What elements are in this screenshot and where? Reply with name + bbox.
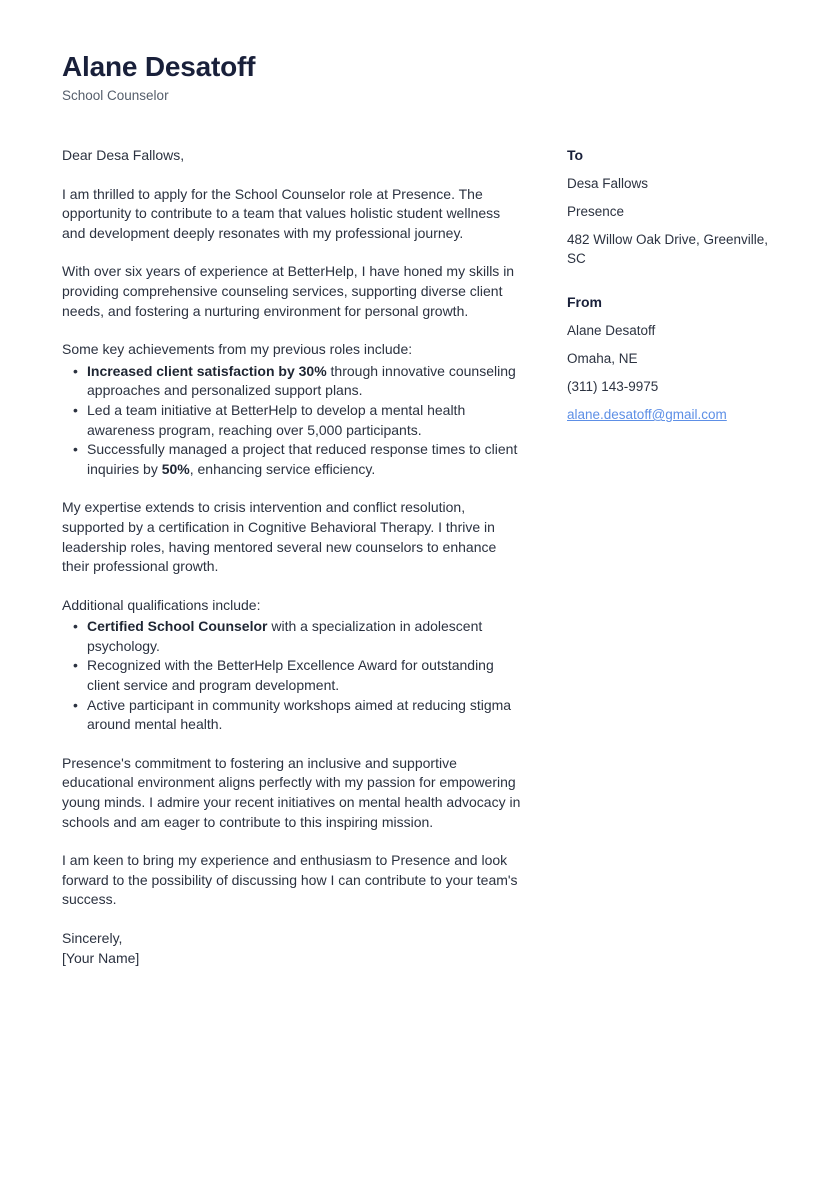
qualification-highlight: Certified School Counselor [87, 618, 268, 635]
signoff [62, 929, 524, 968]
list-item [87, 362, 524, 401]
recipient-company: Presence [567, 204, 625, 219]
recipient-block [567, 146, 785, 268]
sender-location: Omaha, NE [567, 351, 638, 366]
achievement-highlight: 50% [161, 460, 190, 477]
qualification-text: Recognized with the BetterHelp Excellence Award for outstanding client service and program development. [87, 657, 494, 694]
paragraph-intro: I am thrilled to apply for the School Counselor role at Presence. The opportunity to contribute to a team that values holistic student wellness and development deeply resonates with my professional journey. [62, 185, 501, 241]
achievement-text-tail: , enhancing service efficiency. [189, 460, 376, 477]
recipient-address: 482 Willow Oak Drive, Greenville, SC [567, 232, 769, 266]
list-item [87, 401, 524, 440]
from-heading: From [567, 294, 602, 310]
sender-email-line [567, 405, 785, 424]
achievement-text: Successfully managed a project that reduced response times to client inquiries by [87, 441, 518, 477]
letter-header [62, 50, 662, 105]
achievement-highlight: Increased client satisfaction by 30% [87, 362, 327, 379]
signature-placeholder: [Your Name] [62, 949, 140, 966]
sender-phone: (311) 143-9975 [567, 379, 659, 394]
qualification-text: Active participant in community workshops aimed at reducing stigma around mental health. [87, 696, 512, 733]
sender-name: Alane Desatoff [567, 323, 656, 338]
list-item [87, 656, 524, 695]
list-item [87, 440, 524, 479]
applicant-job-title: School Counselor [62, 88, 169, 104]
qualification-text: with a specialization in adolescent psychology. [87, 618, 483, 654]
achievement-text: Led a team initiative at BetterHelp to develop a mental health awareness program, reaching over 5,000 participants. [87, 401, 466, 438]
salutation: Dear Desa Fallows, [62, 147, 185, 163]
achievement-text: through innovative counseling approaches and personalized support plans. [87, 362, 516, 399]
paragraph-expertise: My expertise extends to crisis intervention and conflict resolution, supported by a certification in Cognitive Behavioral Therapy. I thrive in leadership roles, having mentored several new counselors to enhance their professional growth. [62, 499, 497, 575]
sender-block [567, 293, 785, 424]
qualifications-list [62, 617, 524, 735]
paragraph-company-fit: Presence's commitment to fostering an inclusive and supportive educational environment aligns perfectly with my passion for empowering young minds. I admire your recent initiatives on mental health advocacy in schools and am eager to contribute to this inspiring mission. [62, 754, 521, 830]
list-item [87, 617, 524, 656]
achievements-lead-in: Some key achievements from my previous roles include: [62, 341, 413, 358]
closing-line: Sincerely, [62, 930, 123, 946]
contact-sidebar [567, 146, 785, 449]
to-heading: To [567, 147, 584, 163]
list-item [87, 696, 524, 735]
paragraph-experience: With over six years of experience at BetterHelp, I have honed my skills in providing comprehensive counseling services, supporting diverse client needs, and fostering a nurturing environment for personal growth. [62, 263, 515, 319]
recipient-name: Desa Fallows [567, 176, 649, 191]
letter-body [62, 146, 524, 968]
sender-email-link[interactable]: alane.desatoff@gmail.com [567, 407, 727, 422]
qualifications-lead-in: Additional qualifications include: [62, 596, 261, 613]
applicant-name: Alane Desatoff [62, 51, 256, 82]
paragraph-call-to-action: I am keen to bring my experience and enthusiasm to Presence and look forward to the possibility of discussing how I can contribute to your team's success. [62, 852, 518, 908]
achievements-list [62, 362, 524, 480]
